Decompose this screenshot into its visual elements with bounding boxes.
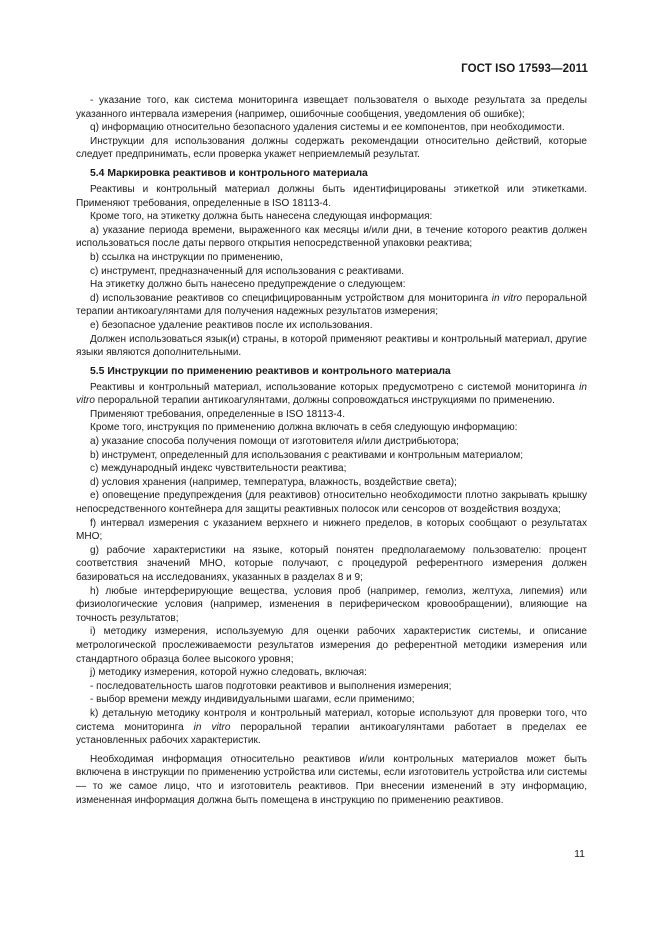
- paragraph: Кроме того, на этикетку должна быть нанесена следующая информация:: [90, 211, 433, 223]
- list-item: j) методику измерения, которой нужно следовать, включая:: [90, 667, 367, 679]
- latin-term: in vitro: [491, 292, 523, 304]
- list-item: k) детальную методику контроля и контрольный материал, которые используют для проверки того, что система мониторинга in vitro пероральной терапии антикоагулянтами работает в пределах ее установленных рабочих характеристик.: [76, 707, 587, 747]
- paragraph: На этикетку должно быть нанесено предупреждение о следующем:: [90, 279, 406, 291]
- list-item: а) указание периода времени, выраженного как месяцы и/или дни, в течение которого реактив должен использоваться после даты первого открытия непосредственной упаковки реактива;: [76, 224, 587, 250]
- list-item: с) инструмент, предназначенный для использования с реактивами.: [90, 265, 404, 277]
- list-item: f) интервал измерения с указанием верхнего и нижнего пределов, в которых сообщают о результатах МНО;: [76, 517, 587, 543]
- paragraph: Должен использоваться язык(и) страны, в которой применяют реактивы и контрольный материал, другие языки являются дополнительными.: [76, 333, 587, 359]
- paragraph: Применяют требования, определенные в ISO 18113-4.: [90, 408, 346, 420]
- document-code-header: ГОСТ ISO 17593—2011: [461, 63, 588, 75]
- list-item: g) рабочие характеристики на языке, который понятен предполагаемому пользователю: процент соответствия значений МНО, которые получают, с процедурой референтного измерения должен базироваться на исследованиях, указанных в разделах 8 и 9;: [76, 544, 587, 583]
- page-content: [76, 94, 587, 807]
- section-heading-5-5: 5.5 Инструкции по применению реактивов и контрольного материала: [90, 365, 451, 377]
- latin-term: in vitro: [193, 721, 231, 733]
- list-item: e) оповещение предупреждения (для реактивов) относительно необходимости плотно закрывать крышку непосредственного контейнера для защиты реактивных полосок или сенсоров от воздействия воздуха;: [76, 490, 587, 516]
- section-heading-5-4: 5.4 Маркировка реактивов и контрольного материала: [90, 167, 368, 179]
- paragraph: Реактивы и контрольный материал, использование которых предусмотрено с системой мониторинга in vitro пероральной терапии антикоагулянтами, должны сопровождаться инструкциями по применению.: [76, 381, 587, 407]
- list-item: а) указание способа получения помощи от изготовителя и/или дистрибьютора;: [90, 436, 459, 448]
- paragraph: q) информацию относительно безопасного удаления системы и ее компонентов, при необходимости.: [90, 122, 565, 134]
- list-item: i) методику измерения, используемую для оценки рабочих характеристик системы, и описание метрологической прослеживаемости результатов измерения до референтной методики измерения или стандартного образца более высокого уровня;: [76, 626, 587, 665]
- list-item: h) любые интерферирующие вещества, условия проб (например, гемолиз, желтуха, липемия) или физиологические условия (например, изменения в периферическом кровообращении), влияющие на точность результатов;: [76, 585, 587, 624]
- list-item: e) безопасное удаление реактивов после их использования.: [90, 319, 373, 331]
- list-item: d) использование реактивов со специфицированным устройством для мониторинга in vitro пероральной терапии антикоагулянтами для получения надежных результатов измерения;: [76, 292, 588, 318]
- paragraph: - указание того, как система мониторинга извещает пользователя о выходе результата за пределы указанного интервала измерения (например, ошибочные сообщения, уведомления об ошибке);: [76, 95, 587, 120]
- latin-term: in vitro: [76, 381, 587, 407]
- list-item: b) ссылка на инструкции по применению,: [90, 251, 283, 263]
- paragraph: Необходимая информация относительно реактивов и/или контрольных материалов может быть включена в инструкции по применению устройства или системы, если изготовитель устройства или системы — то же самое лицо, что и изготовитель реактивов. При внесении изменений в эту информацию, измененная информация должна быть помещена в инструкцию по применению реактивов.: [76, 753, 587, 806]
- list-item: c) международный индекс чувствительности реактива;: [90, 463, 347, 475]
- paragraph: Кроме того, инструкция по применению должна включать в себя следующую информацию:: [90, 422, 518, 434]
- page-number: 11: [574, 848, 585, 860]
- paragraph: Инструкции для использования должны содержать рекомендации относительно действий, которые следует предпринимать, если проверка укажет неприемлемый результат.: [76, 135, 587, 161]
- list-item: d) условия хранения (например, температура, влажность, воздействие света);: [90, 476, 457, 488]
- list-item: b) инструмент, определенный для использования с реактивами и контрольным материалом;: [90, 449, 524, 461]
- list-item: - последовательность шагов подготовки реактивов и выполнения измерения;: [90, 680, 452, 692]
- list-item: - выбор времени между индивидуальными шагами, если применимо;: [90, 694, 415, 706]
- paragraph: Реактивы и контрольный материал должны быть идентифицированы этикеткой или этикетками. Применяют требования, определенные в ISO 18113-4.: [76, 183, 587, 209]
